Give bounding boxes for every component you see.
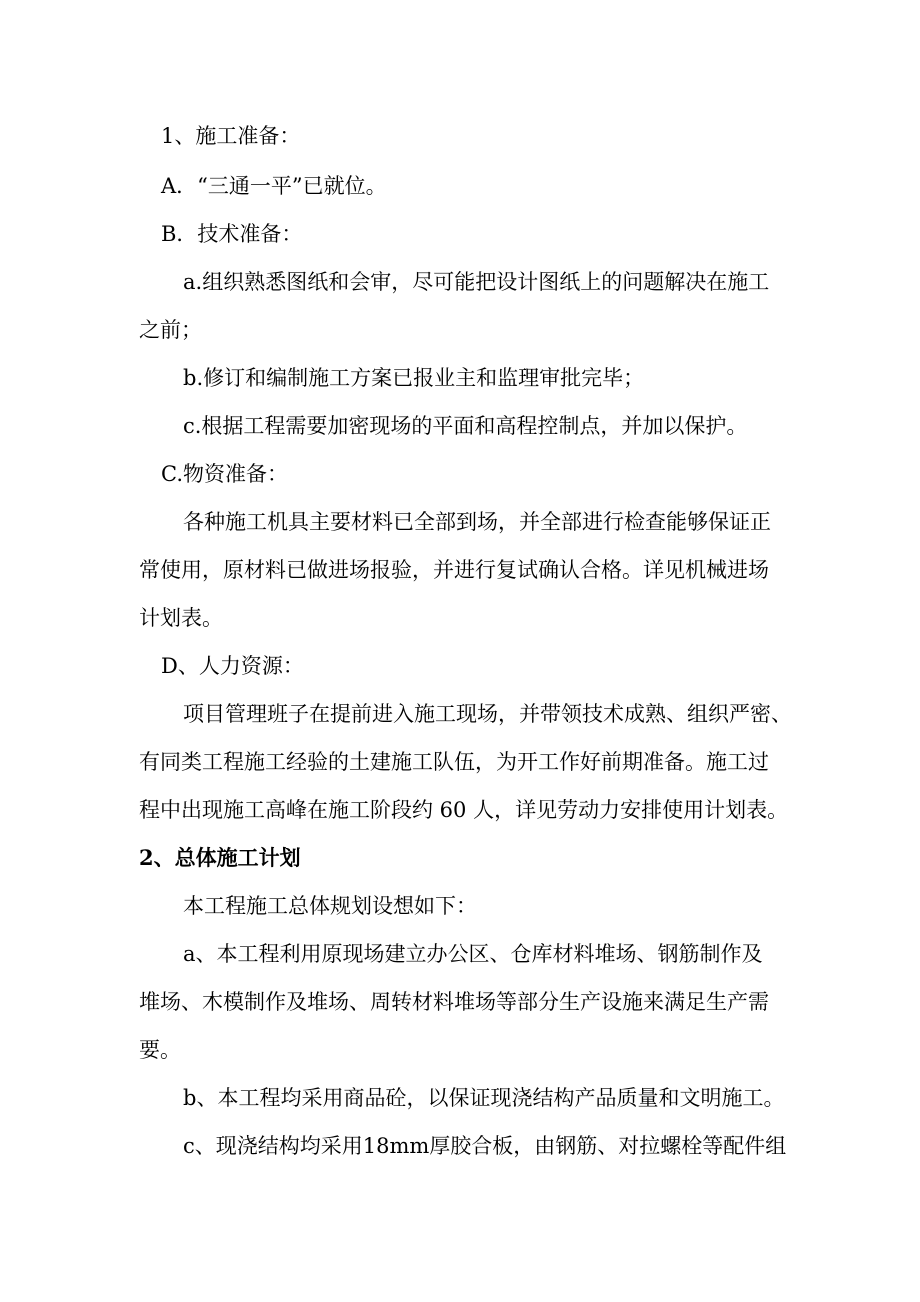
subheading-a: A．“三通一平”已就位。 (161, 174, 387, 198)
body-text: 项目管理班子在提前进入施工现场，并带领技术成熟、组织严密、 (183, 702, 792, 726)
heading-text: 1、施工准备： (161, 124, 301, 148)
body-text: 有同类工程施工经验的土建施工队伍，为开工作好前期准备。施工过 (139, 750, 769, 774)
body-text: 各种施工机具主要材料已全部到场，并全部进行检查能够保证正 (183, 510, 771, 534)
paragraph-line (0, 406, 920, 446)
list-item-text: b.修订和编制施工方案已报业主和监理审批完毕； (183, 366, 645, 390)
paragraph-line (0, 358, 920, 398)
paragraph-line (0, 502, 920, 542)
paragraph-line (0, 646, 920, 686)
paragraph-line (0, 1078, 920, 1118)
list-item-text: c.根据工程需要加密现场的平面和高程控制点，并加以保护。 (183, 414, 748, 438)
paragraph-line (0, 598, 920, 638)
paragraph-line (0, 1030, 920, 1070)
list-item-text: 之前； (139, 318, 202, 342)
paragraph-line (0, 454, 920, 494)
paragraph-line (0, 214, 920, 254)
list-item-text: a、本工程利用原现场建立办公区、仓库材料堆场、钢筋制作及 (183, 942, 763, 966)
paragraph-line (0, 1126, 920, 1166)
list-item-text: a.组织熟悉图纸和会审，尽可能把设计图纸上的问题解决在施工 (183, 270, 770, 294)
list-item-text: b、本工程均采用商品砼，以保证现浇结构产品质量和文明施工。 (183, 1086, 785, 1110)
subheading-b: B．技术准备： (161, 222, 303, 246)
paragraph-line (0, 742, 920, 782)
paragraph-line (0, 934, 920, 974)
list-item-text: 堆场、木模制作及堆场、周转材料堆场等部分生产设施来满足生产需 (139, 990, 769, 1014)
paragraph-line (0, 310, 920, 350)
paragraph-line (0, 166, 920, 206)
list-item-text: 要。 (139, 1038, 181, 1062)
list-item-text: c、现浇结构均采用18mm厚胶合板，由钢筋、对拉螺栓等配件组 (183, 1134, 787, 1158)
paragraph-line (0, 550, 920, 590)
section-heading-2 (0, 838, 920, 878)
body-text: 本工程施工总体规划设想如下： (183, 894, 477, 918)
heading-text: 2、总体施工计划 (139, 845, 301, 870)
paragraph-line (0, 982, 920, 1022)
paragraph-line (0, 790, 920, 830)
body-text: 计划表。 (139, 606, 223, 630)
subheading-d: D、人力资源： (161, 654, 304, 678)
paragraph-line (0, 262, 920, 302)
paragraph-line (0, 886, 920, 926)
subheading-c: C.物资准备： (161, 462, 288, 486)
paragraph-line (0, 694, 920, 734)
section-heading-1 (0, 116, 920, 156)
body-text: 常使用，原材料已做进场报验，并进行复试确认合格。详见机械进场 (139, 558, 769, 582)
body-text: 程中出现施工高峰在施工阶段约 60 人，详见劳动力安排使用计划表。 (139, 798, 789, 822)
